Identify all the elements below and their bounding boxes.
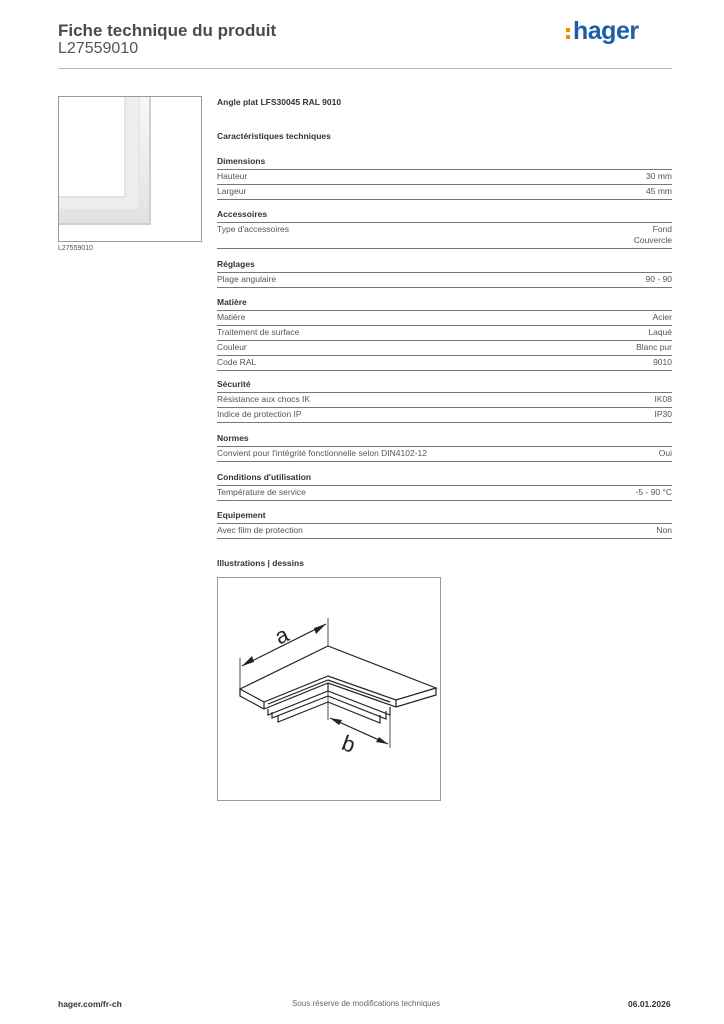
section-title: Réglages (217, 259, 672, 273)
specs-heading: Caractéristiques techniques (217, 131, 331, 141)
section-title: Dimensions (217, 156, 672, 170)
section-title: Conditions d'utilisation (217, 472, 672, 486)
document-title: Fiche technique du produit (58, 21, 277, 40)
spec-row (217, 273, 672, 288)
spec-value: Laqué (648, 327, 672, 337)
header-divider (58, 68, 672, 69)
dimension-label-b: b (338, 730, 359, 758)
hager-logo (566, 17, 639, 46)
spec-label: Traitement de surface (217, 327, 300, 337)
section-title: Matière (217, 297, 672, 311)
spec-value: Acier (652, 312, 672, 322)
angle-dimension-drawing-icon (218, 578, 440, 800)
section-title: Accessoires (217, 209, 672, 223)
spec-label: Code RAL (217, 357, 257, 367)
footer-date: 06.01.2026 (628, 999, 671, 1009)
spec-label: Type d'accessoires (217, 224, 290, 234)
spec-label: Résistance aux chocs IK (217, 394, 311, 404)
section-equipement (217, 510, 672, 539)
spec-row (217, 393, 672, 408)
spec-label: Couleur (217, 342, 247, 352)
section-securite (217, 379, 672, 423)
spec-label: Matière (217, 312, 246, 322)
spec-value: Oui (658, 448, 672, 458)
spec-row (217, 311, 672, 326)
spec-label: Indice de protection IP (217, 409, 302, 419)
spec-row (217, 341, 672, 356)
footer-notice: Sous réserve de modifications techniques (292, 999, 441, 1008)
section-title: Sécurité (217, 379, 672, 393)
section-reglages (217, 259, 672, 288)
spec-value: Fond Couvercle (633, 224, 672, 245)
photo-caption: L27559010 (58, 245, 94, 252)
spec-row (217, 356, 672, 371)
section-title: Equipement (217, 510, 672, 524)
flat-angle-photo-icon (59, 97, 201, 241)
spec-value: Non (656, 525, 672, 535)
spec-row (217, 447, 672, 462)
spec-row (217, 486, 672, 501)
spec-label: Hauteur (217, 171, 248, 181)
spec-value: IP30 (654, 409, 672, 419)
spec-value: -5 - 90 °C (635, 487, 672, 497)
spec-label: Largeur (217, 186, 247, 196)
section-conditions (217, 472, 672, 501)
spec-row (217, 524, 672, 539)
section-normes (217, 433, 672, 462)
section-accessoires (217, 209, 672, 249)
spec-value: 90 - 90 (645, 274, 672, 284)
spec-label: Température de service (217, 487, 306, 497)
section-title: Normes (217, 433, 672, 447)
technical-drawing (217, 577, 441, 801)
spec-label: Plage angulaire (217, 274, 277, 284)
spec-row (217, 185, 672, 200)
spec-value: Blanc pur (636, 342, 672, 352)
spec-row (217, 408, 672, 423)
spec-label: Avec film de protection (217, 525, 303, 535)
spec-value: 9010 (653, 357, 672, 367)
dimension-label-a: a (270, 621, 293, 650)
product-reference: L27559010 (58, 40, 139, 57)
logo-dots-icon (566, 23, 571, 41)
footer-website-link[interactable]: hager.com/fr-ch (58, 999, 122, 1009)
spec-row (217, 223, 672, 249)
spec-row (217, 170, 672, 185)
spec-label: Convient pour l'intégrité fonctionnelle selon DIN4102-12 (217, 448, 428, 458)
logo-text: hager (573, 17, 639, 45)
section-dimensions (217, 156, 672, 200)
section-matiere (217, 297, 672, 371)
illustrations-heading: Illustrations | dessins (217, 558, 304, 568)
spec-value: 30 mm (646, 171, 672, 181)
spec-value: IK08 (654, 394, 672, 404)
spec-value: 45 mm (646, 186, 672, 196)
spec-row (217, 326, 672, 341)
product-name: Angle plat LFS30045 RAL 9010 (217, 97, 342, 107)
product-photo (58, 96, 202, 242)
